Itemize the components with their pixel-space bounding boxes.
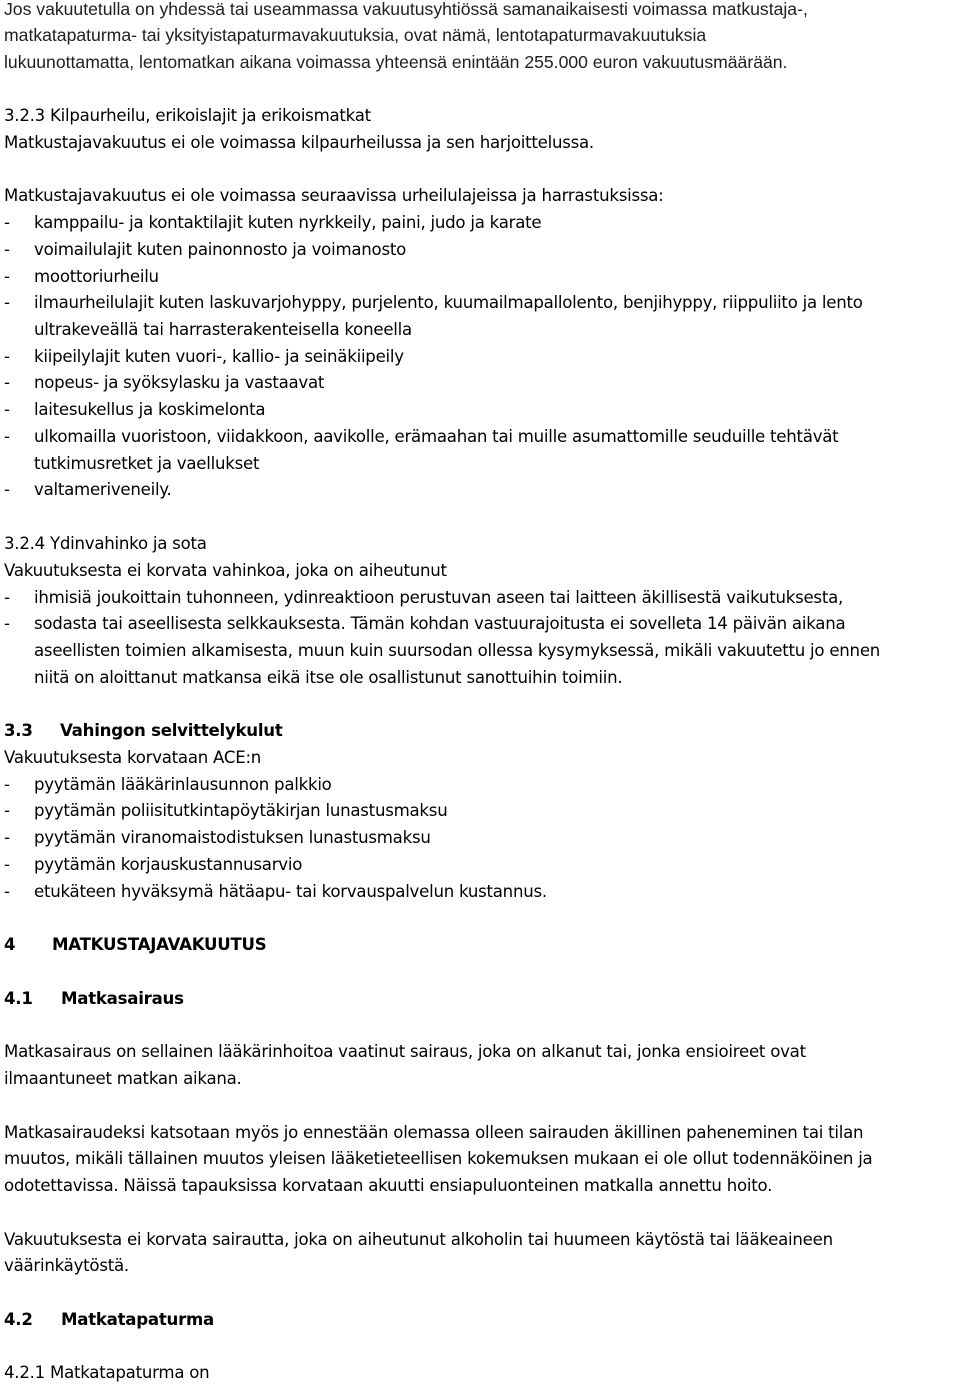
section-4-1-p2-line-2: muutos, mikäli tällainen muutos yleisen lääketieteellisen kokemuksen mukaan ei ole ollut todennäköinen ja [4, 1149, 873, 1168]
section-4-1-p1-line-2: ilmaantuneet matkan aikana. [4, 1069, 242, 1088]
section-4-heading [4, 932, 266, 959]
section-title: Matkasairaus [61, 989, 184, 1008]
intro-line-2: matkatapaturma- tai yksityistapaturmavakuutuksia, ovat nämä, lentotapaturmavakuutuksia [4, 25, 707, 45]
section-3-2-3-line-2: Matkustajavakuutus ei ole voimassa seuraavissa urheilulajeissa ja harrastuksissa: [4, 186, 664, 205]
section-4-2-heading [4, 1307, 214, 1334]
section-number: 3.3 [4, 721, 33, 740]
section-4-1-p1-line-1: Matkasairaus on sellainen lääkärinhoitoa vaatinut sairaus, joka on alkanut tai, jonka ensioireet ovat [4, 1042, 806, 1061]
intro-line-1: Jos vakuutetulla on yhdessä tai useammassa vakuutusyhtiössä samanaikaisesti voimassa matkustaja-, [4, 0, 808, 19]
section-3-2-3-line-1: Matkustajavakuutus ei ole voimassa kilpaurheilussa ja sen harjoittelussa. [4, 133, 594, 152]
list-item-continuation: niitä on aloittanut matkansa eikä itse ole osallistunut sanottuihin toimiin. [34, 668, 623, 687]
section-3-2-4-heading: 3.2.4 Ydinvahinko ja sota [4, 534, 207, 553]
section-3-2-3-heading: 3.2.3 Kilpaurheilu, erikoislajit ja erikoismatkat [4, 106, 371, 125]
section-4-1-p3-line-1: Vakuutuksesta ei korvata sairautta, joka on aiheutunut alkoholin tai huumeen käytöstä tai lääkeaineen [4, 1230, 833, 1249]
section-3-2-4-line-1: Vakuutuksesta ei korvata vahinkoa, joka on aiheutunut [4, 561, 447, 580]
section-3-3-heading [4, 718, 283, 745]
section-number: 4.1 [4, 989, 33, 1008]
section-3-3-line-1: Vakuutuksesta korvataan ACE:n [4, 748, 262, 767]
section-4-1-p3-line-2: väärinkäytöstä. [4, 1256, 129, 1275]
section-title: Vahingon selvittelykulut [60, 721, 283, 740]
list-item-continuation: tutkimusretket ja vaellukset [34, 454, 260, 473]
list-item-continuation: ultrakeveällä tai harrasterakenteisella koneella [34, 320, 412, 339]
list-item-continuation: aseellisten toimien alkamisesta, muun kuin suursodan ollessa kysymyksessä, mikäli vakuutettu jo ennen [34, 641, 881, 660]
section-number: 4.2 [4, 1310, 33, 1329]
section-title: Matkatapaturma [61, 1310, 214, 1329]
section-title: MATKUSTAJAVAKUUTUS [52, 935, 267, 954]
section-4-2-1-heading: 4.2.1 Matkatapaturma on [4, 1363, 210, 1382]
section-4-1-p2-line-1: Matkasairaudeksi katsotaan myös jo ennestään olemassa olleen sairauden äkillinen paheneminen tai tilan [4, 1123, 864, 1142]
section-number: 4 [4, 935, 16, 954]
document-page: Jos vakuutetulla on yhdessä tai useammassa vakuutusyhtiössä samanaikaisesti voimassa matkustaja-, matkatapaturma- tai yksityistapaturmavakuutuksia, ovat nämä, lentotapaturmavakuutuksia lukuunottamatta, lentomatkan aikana voimassa yhteensä enintään 255.000 euron vakuutusmäärään. 3.2.3 Kilpaurheilu, erikoislajit ja erikoismatkat Matkustajavakuutus ei ole voimassa kilpaurheilussa ja sen harjoittelussa. Matkustajavakuutus ei ole voimassa seuraavissa urheilulajeissa ja harrastuksissa: - kamppailu- ja kontaktilajit kuten nyrkkeily, paini, judo ja karate - voimailulajit kuten painonnosto ja voimanosto - moottoriurheilu - ilmaurheilulajit kuten laskuvarjohyppy, purjelento, kuumailmapallolento, benjihyppy, riippuliito ja lento ultrakeveällä tai harrasterakenteisella koneella - kiipeilylajit kuten vuori-, kallio- ja seinäkiipeily - nopeus- ja syöksylasku ja vastaavat - laitesukellus ja koskimelonta - ulkomailla vuoristoon, viidakkoon, aavikolle, erämaahan tai muille asumattomille seuduille tehtävät tutkimusretket ja vaellukset - valtameriveneily. 3.2.4 Ydinvahinko ja sota Vakuutuksesta ei korvata vahinkoa, joka on aiheutunut - ihmisiä joukoittain tuhonneen, ydinreaktioon perustuvan aseen tai laitteen äkillisestä vaikutuksesta, - sodasta tai aseellisesta selkkauksesta. Tämän kohdan vastuurajoitusta ei sovelleta 14 päivän aikana aseellisten toimien alkamisesta, muun kuin suursodan ollessa kysymyksessä, mikäli vakuutettu jo ennen niitä on aloittanut matkansa eikä itse ole osallistunut sanottuihin toimiin. 3.3 Vahingon selvittelykulut Vakuutuksesta korvataan ACE:n - pyytämän lääkärinlausunnon palkkio - pyytämän poliisitutkintapöytäkirjan lunastusmaksu - pyytämän viranomaistodistuksen lunastusmaksu - pyytämän korjauskustannusarvio - etukäteen hyväksymä hätäapu- tai korvauspalvelun kustannus. 4 MATKUSTAJAVAKUUTUS 4.1 Matkasairaus Matkasairaus on sellainen lääkärinhoitoa vaatinut sairaus, joka on alkanut tai, jonka ensioireet ovat ilmaantuneet matkan aikana. Matkasairaudeksi katsotaan myös jo ennestään olemassa olleen sairauden äkillinen paheneminen tai tilan muutos, mikäli tällainen muutos yleisen lääketieteellisen kokemuksen mukaan ei ole ollut todennäköinen ja odotettavissa. Näissä tapauksissa korvataan akuutti ensiapuluonteinen matkalla annettu hoito. Vakuutuksesta ei korvata sairautta, joka on aiheutunut alkoholin tai huumeen käytöstä tai lääkeaineen väärinkäytöstä. 4.2 Matkatapaturma 4.2.1 Matkatapaturma on [0, 0, 960, 1388]
intro-line-3: lukuunottamatta, lentomatkan aikana voimassa yhteensä enintään 255.000 euron vakuutusmäärään. [4, 52, 788, 72]
section-4-1-heading [4, 986, 184, 1013]
section-4-1-p2-line-3: odotettavissa. Näissä tapauksissa korvataan akuutti ensiapuluonteinen matkalla annettu hoito. [4, 1176, 773, 1195]
